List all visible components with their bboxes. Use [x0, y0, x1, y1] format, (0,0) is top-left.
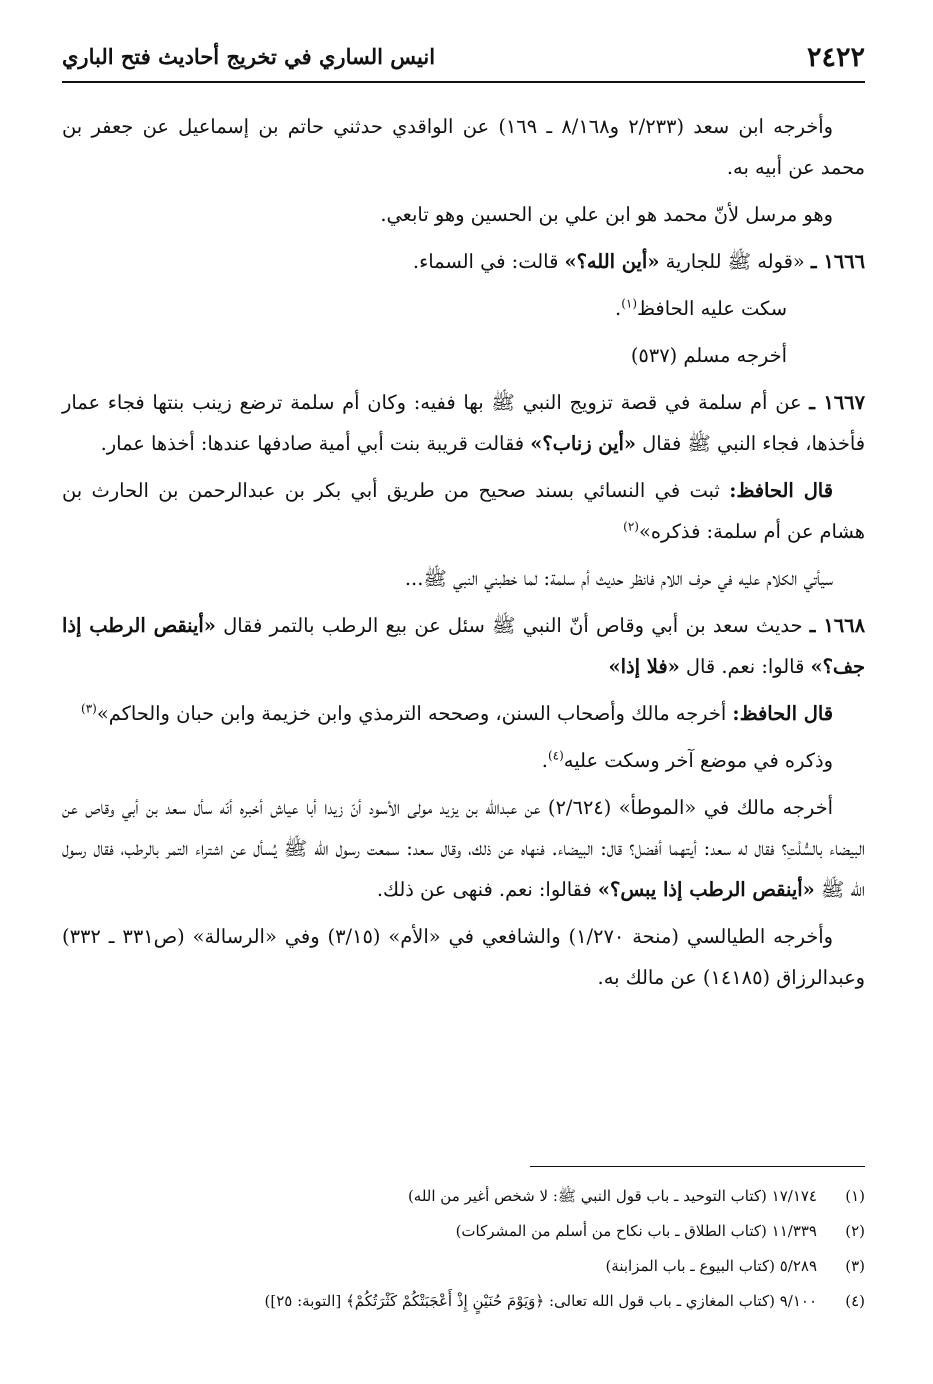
- text: وذكره في موضع آخر وسكت عليه: [563, 749, 833, 772]
- footnote-text: ٩/١٠٠ (كتاب المغازي ـ باب قول الله تعالى: ﴿وَيَوْمَ حُنَيْنٍ إِذْ أَعْجَبَتْكُمْ كَثْرَتُكُمْ﴾ [التوبة: ٢٥]): [264, 1292, 817, 1310]
- text: ثبت في النسائي بسند صحيح من طريق أبي بكر بن عبدالرحمن بن الحارث بن هشام عن أم سلمة: فذكره»: [62, 479, 865, 543]
- paragraph-muslim: أخرجه مسلم (٥٣٧): [630, 344, 787, 367]
- footnotes: [62, 1179, 865, 1319]
- page-header: [62, 36, 865, 80]
- text: أخرجه مالك وأصحاب السنن، وصححه الترمذي وابن خزيمة وابن حبان والحاكم»: [96, 702, 733, 725]
- qal-label: قال الحافظ:: [729, 479, 833, 502]
- paragraph-qal-hafiz-2: [62, 693, 865, 734]
- footnote-ref: (٤): [547, 748, 564, 763]
- footnote-4: [62, 1284, 865, 1319]
- entry-text: قالت: في السماء.: [412, 250, 565, 273]
- running-title: انيس الساري في تخريج أحاديث فتح الباري: [62, 44, 436, 69]
- footnote-ref: (٢): [623, 519, 639, 534]
- footnote-text: ٥/٢٨٩ (كتاب البيوع ـ باب المزابنة): [605, 1257, 817, 1275]
- footnote-3: [62, 1249, 865, 1284]
- hadith-quote: «أينقص الرطب إذا جف؟»: [62, 614, 865, 678]
- paragraph-sayati: سيأتي الكلام عليه في حرف اللام فانظر حديث أم سلمة: لما خطبني النبي ﷺ...: [404, 567, 833, 590]
- footnote-mark: (٤): [845, 1292, 865, 1310]
- paragraph-tayalisi: وأخرجه الطيالسي (منحة ١/٢٧٠) والشافعي في «الأم» (٣/١٥) وفي «الرسالة» (ص٣٣١ ـ ٣٣٢) وعبدالرزاق (١٤١٨٥) عن مالك به.: [62, 925, 865, 989]
- text: فقالوا: نعم. فنهى عن ذلك.: [376, 878, 598, 901]
- entry-number: ١٦٦٨ ـ: [809, 614, 866, 637]
- entry-number: ١٦٦٧ ـ: [809, 391, 865, 414]
- paragraph-dhakarahu: [62, 740, 865, 781]
- entry-text: عن أم سلمة في قصة تزويج النبي ﷺ بها ففيه: وكان أم سلمة ترضع زينب بنتها فجاء عمار فأخذها، فجاء النبي ﷺ فقال: [62, 391, 865, 455]
- paragraph-malik: [62, 787, 865, 910]
- footnote-mark: (٣): [845, 1257, 865, 1275]
- entry-1666: [62, 241, 865, 282]
- entry-text: قالوا: نعم. قال: [679, 655, 811, 678]
- entry-text: فقالت قريبة بنت أبي أمية صادفها عندها: أخذها عمار.: [100, 432, 531, 455]
- header-rule: [62, 81, 865, 83]
- qal-label: قال الحافظ:: [732, 702, 833, 725]
- footnote-1: [62, 1179, 865, 1214]
- text: .: [615, 297, 622, 320]
- footnote-text: ١١/٣٣٩ (كتاب الطلاق ـ باب نكاح من أسلم من المشركات): [455, 1222, 817, 1240]
- hadith-quote: «أينقص الرطب إذا يبس؟»: [597, 878, 815, 901]
- footnote-rule: [530, 1166, 865, 1167]
- paragraph-mursal: وهو مرسل لأنّ محمد هو ابن علي بن الحسين وهو تابعي.: [380, 203, 833, 226]
- footnote-ref: (٣): [81, 701, 97, 716]
- entry-1667: [62, 382, 865, 464]
- hadith-quote: «أين الله؟»: [564, 250, 660, 273]
- text: .: [541, 749, 548, 772]
- entry-number: ١٦٦٦ ـ: [810, 250, 865, 273]
- footnote-mark: (٢): [845, 1222, 865, 1240]
- body-text: [62, 106, 865, 1004]
- footnote-ref: (١): [621, 296, 638, 311]
- footnote-text: ١٧/١٧٤ (كتاب التوحيد ـ باب قول النبي ﷺ: لا شخص أغير من الله): [407, 1187, 817, 1205]
- paragraph-qal-hafiz-1: [62, 470, 865, 552]
- hadith-quote: «أين زناب؟»: [530, 432, 636, 455]
- paragraph-ibn-saad: وأخرجه ابن سعد (٢/٢٣٣ و٨/١٦٨ ـ ١٦٩) عن الواقدي حدثني حاتم بن إسماعيل عن جعفر بن محمد عن أبيه به.: [62, 115, 865, 179]
- text: أخرجه مالك في «الموطأ» (٢/٦٢٤) عن عبدالله بن يزيد مولى الأسود أنّ زيدا أبا عياش أخبره أنّه سأل سعد بن أبي وقاص عن البيضاء بالسُّلْتِ؟ فقال له سعد: أيتهما أفضل؟ قال: البيضاء. فنهاه عن ذلك، وقال سعد: سمعت رسول الله ﷺ يُسأل عن اشتراء التمر بالرطب، فقال رسول الله ﷺ: [62, 796, 865, 901]
- entry-text: حديث سعد بن أبي وقاص أنّ النبي ﷺ سئل عن بيع الرطب بالتمر فقال: [215, 614, 803, 637]
- paragraph-sakata: [62, 288, 865, 329]
- entry-1668: [62, 605, 865, 687]
- footnote-2: [62, 1214, 865, 1249]
- hadith-quote: «فلا إذا»: [608, 655, 680, 678]
- page-number: ٢٤٢٢: [806, 42, 865, 73]
- text: سكت عليه الحافظ: [637, 297, 787, 320]
- entry-text: «قوله ﷺ للجارية: [659, 250, 805, 273]
- footnote-mark: (١): [845, 1187, 865, 1205]
